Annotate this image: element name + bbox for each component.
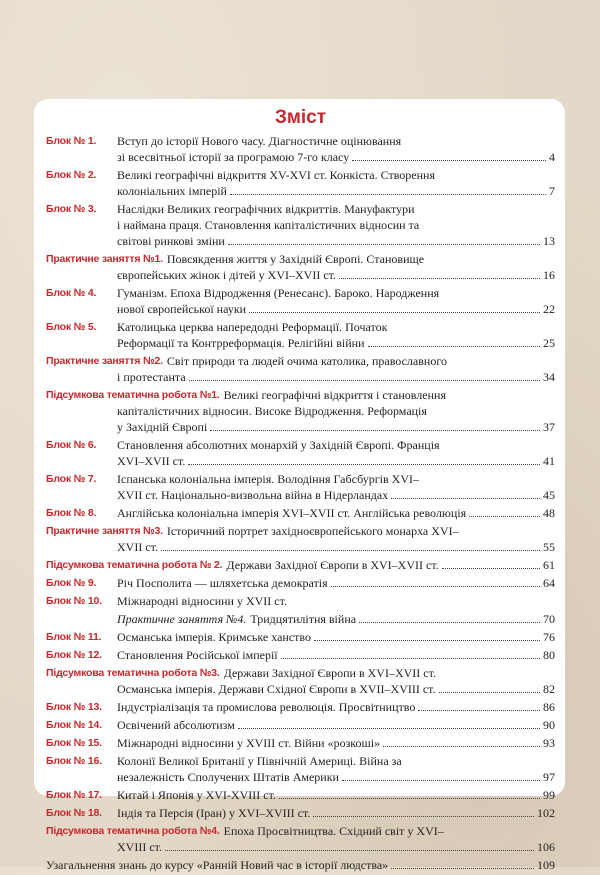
toc-page-number: 48 [543, 506, 555, 520]
toc-entry-title: Держави Західної Європи в XVI–XVII ст. [223, 666, 436, 680]
toc-entry[interactable] [46, 787, 555, 803]
toc-leader-dots [314, 640, 540, 641]
toc-leader-dots [391, 498, 540, 499]
toc-entry-label: Блок № 1. [46, 135, 97, 147]
toc-entry-title: Англійська колоніальна імперія XVI–XVII ст. Англійська революція [117, 506, 467, 520]
toc-entry[interactable] [46, 437, 555, 469]
toc-entry-title: Китай і Японія у XVI-XVIII ст. [117, 788, 276, 802]
toc-leader-dots [230, 194, 546, 195]
toc-entry-title: Османська імперія. Держави Східної Європи в XVII–XVIII ст. [117, 682, 436, 696]
toc-entry-label: Підсумкова тематична робота № 2. [46, 559, 223, 571]
toc-entry-label: Блок № 14. [46, 719, 102, 731]
toc-page-number: 25 [543, 336, 555, 350]
toc-leader-dots [442, 568, 540, 569]
toc-page-number: 86 [543, 700, 555, 714]
toc-entry-label: Блок № 7. [46, 473, 97, 485]
toc-page-number: 90 [543, 718, 555, 732]
toc-entry[interactable] [46, 805, 555, 821]
toc-leader-dots [279, 798, 540, 799]
toc-entry[interactable] [46, 611, 555, 627]
table-of-contents [34, 99, 565, 872]
toc-entry-title: і протестанта [117, 370, 186, 384]
toc-page-number: 82 [543, 682, 555, 696]
toc-entry-title: Іспанська колоніальна імперія. Володіння Габсбургів XVI– [117, 472, 419, 486]
toc-page-number: 7 [549, 184, 555, 198]
toc-entry-title: у Західній Європі [117, 420, 208, 434]
toc-entry-title: Гуманізм. Епоха Відродження (Ренесанс). Бароко. Народження [117, 286, 440, 300]
toc-entry-title: Великі географічні відкриття XV-XVI ст. Конкіста. Створення [117, 168, 435, 182]
toc-leader-dots [165, 850, 534, 851]
toc-entry[interactable] [46, 753, 555, 785]
toc-leader-dots [339, 278, 540, 279]
toc-entry-label: Блок № 16. [46, 755, 102, 767]
toc-leader-dots [352, 160, 546, 161]
toc-entry-label: Практичне заняття №1. [46, 253, 163, 265]
toc-leader-dots [391, 868, 534, 869]
toc-entry-title: Індія та Персія (Іран) у XVI–XVIII ст. [117, 806, 311, 820]
toc-entry-label: Блок № 10. [46, 595, 102, 607]
toc-entry-label: Підсумкова тематична робота №4. [46, 825, 220, 837]
toc-leader-dots [331, 586, 540, 587]
toc-entry-label: Блок № 12. [46, 649, 102, 661]
toc-entry-label: Блок № 18. [46, 807, 102, 819]
toc-entry-title: XVI–XVII ст. [117, 454, 186, 468]
toc-page-number: 55 [543, 540, 555, 554]
toc-entry-title: Річ Посполита — шляхетська демократія [117, 576, 328, 590]
toc-entry-title: Міжнародні відносини у XVIII ст. Війни «розкоші» [117, 736, 381, 750]
toc-entry[interactable] [46, 505, 555, 521]
toc-entry-title: Католицька церква напередодні Реформації. Початок [117, 320, 388, 334]
toc-leader-dots [249, 312, 540, 313]
toc-page-number: 93 [543, 736, 555, 750]
toc-leader-dots [210, 430, 540, 431]
toc-entry-title: капіталістичних відносин. Високе Відродження. Реформація [117, 404, 427, 418]
toc-entry[interactable] [46, 735, 555, 751]
toc-entry-title: Світ природи та людей очима католика, православного [166, 354, 447, 368]
toc-entry[interactable] [46, 285, 555, 317]
toc-entry-title: Повсякдення життя у Західній Європі. Становище [166, 252, 425, 266]
toc-entry[interactable] [46, 823, 555, 855]
toc-entry[interactable] [46, 857, 555, 873]
toc-entry-label: Блок № 11. [46, 631, 102, 643]
toc-entry[interactable] [46, 647, 555, 663]
toc-entry-label: Блок № 17. [46, 789, 102, 801]
toc-entry-title: зі всесвітньої історії за програмою 7-го класу [117, 150, 350, 164]
toc-entry-label: Блок № 13. [46, 701, 102, 713]
toc-entry[interactable] [46, 629, 555, 645]
toc-entry-label: Практичне заняття №2. [46, 355, 163, 367]
toc-leader-dots [439, 692, 540, 693]
toc-leader-dots [469, 516, 540, 517]
toc-entry-title: Османська імперія. Кримське ханство [117, 630, 311, 644]
toc-entry-title: Епоха Просвітництва. Східний світ у XVI– [223, 824, 444, 838]
toc-page-number: 97 [543, 770, 555, 784]
toc-entry-label: Блок № 3. [46, 203, 97, 215]
toc-entry-title: колоніальних імперій [117, 184, 227, 198]
toc-page-number: 70 [543, 612, 555, 626]
toc-entry-title: Становлення абсолютних монархій у Західній Європі. Франція [117, 438, 440, 452]
toc-entry-title: Реформації та Контрреформація. Релігійні війни [117, 336, 365, 350]
toc-page-number: 41 [543, 454, 555, 468]
toc-entry[interactable] [46, 575, 555, 591]
toc-entry-title: Індустріалізація та промислова революція. Просвітництво [117, 700, 416, 714]
toc-page-number: 16 [543, 268, 555, 282]
toc-entry[interactable] [46, 201, 555, 249]
toc-entry[interactable] [46, 319, 555, 351]
toc-page-number: 13 [543, 234, 555, 248]
toc-leader-dots [418, 710, 540, 711]
toc-page-number: 109 [537, 858, 555, 872]
toc-entry-title: Наслідки Великих географічних відкриттів. Мануфактури [117, 202, 415, 216]
toc-entry-title: XVII ст. [117, 540, 158, 554]
toc-entry[interactable] [46, 471, 555, 503]
toc-entry-label: Практичне заняття №3. [46, 525, 163, 537]
toc-entry[interactable] [46, 717, 555, 733]
toc-leader-dots [228, 244, 540, 245]
toc-entry-label: Блок № 9. [46, 577, 97, 589]
toc-leader-dots [188, 464, 540, 465]
toc-page-number: 61 [543, 558, 555, 572]
toc-page-number: 80 [543, 648, 555, 662]
toc-entry-label: Підсумкова тематична робота №3. [46, 667, 220, 679]
toc-entry-title: Становлення Російської імперії [117, 648, 278, 662]
toc-entry-title: Держави Західної Європи в XVI–XVII ст. [226, 558, 439, 572]
toc-entry-title: нової європейської науки [117, 302, 247, 316]
toc-entry-title: XVII ст. Національно-визвольна війна в Нідерландах [117, 488, 389, 502]
toc-entry-title: Міжнародні відносини у XVII ст. [117, 594, 287, 608]
toc-page-number: 64 [543, 576, 555, 590]
toc-entry[interactable] [46, 593, 555, 609]
toc-entry[interactable] [46, 557, 555, 573]
toc-page-number: 76 [543, 630, 555, 644]
toc-entry-title: Великі географічні відкриття і становлення [223, 388, 446, 402]
toc-entry-title: Вступ до історії Нового часу. Діагностичне оцінювання [117, 134, 402, 148]
toc-entry[interactable] [46, 523, 555, 555]
toc-leader-dots [383, 746, 540, 747]
toc-entry[interactable] [46, 665, 555, 697]
toc-entry-title: Колонії Великої Британії у Північній Америці. Війна за [117, 754, 402, 768]
toc-entry-label: Блок № 15. [46, 737, 102, 749]
toc-page-number: 102 [537, 806, 555, 820]
toc-page-number: 4 [549, 150, 555, 164]
toc-leader-dots [313, 816, 534, 817]
toc-entry-title: Історичний портрет західноєвропейського монарха XVI– [166, 524, 459, 538]
toc-entry[interactable] [46, 251, 555, 283]
toc-leader-dots [342, 780, 540, 781]
toc-entry[interactable] [46, 387, 555, 435]
toc-entry-title: Тридцятилітня війна [250, 612, 357, 626]
toc-leader-dots [238, 728, 540, 729]
toc-entry-label: Блок № 8. [46, 507, 97, 519]
toc-page-number: 99 [543, 788, 555, 802]
toc-entry[interactable] [46, 699, 555, 715]
toc-entry[interactable] [46, 353, 555, 385]
toc-entry-title: світові ринкові зміни [117, 234, 225, 248]
toc-entry-label: Підсумкова тематична робота №1. [46, 389, 220, 401]
toc-leader-dots [189, 380, 540, 381]
toc-entry-title: Узагальнення знань до курсу «Ранній Новий час в історії людства» [46, 858, 389, 872]
toc-entry[interactable] [46, 133, 555, 165]
toc-entry-title: незалежність Сполучених Штатів Америки [117, 770, 339, 784]
toc-entry[interactable] [46, 167, 555, 199]
toc-entry-title: Освічений абсолютизм [117, 718, 235, 732]
toc-entry-label: Блок № 6. [46, 439, 97, 451]
toc-entry-title: і наймана праця. Становлення капіталістичних відносин та [117, 218, 420, 232]
toc-leader-dots [368, 346, 541, 347]
toc-entry-title: європейських жінок і дітей у XVI–XVII ст. [117, 268, 336, 282]
toc-page-number: 37 [543, 420, 555, 434]
toc-leader-dots [359, 622, 540, 623]
toc-page-number: 106 [537, 840, 555, 854]
toc-page-number: 45 [543, 488, 555, 502]
toc-entry-label: Блок № 5. [46, 321, 97, 333]
toc-page-number: 34 [543, 370, 555, 384]
toc-entry-label: Блок № 4. [46, 287, 97, 299]
toc-page-number: 22 [543, 302, 555, 316]
toc-leader-dots [161, 550, 540, 551]
page-title: Зміст [274, 107, 327, 128]
toc-leader-dots [281, 658, 540, 659]
toc-list [46, 133, 555, 875]
toc-entry-label: Блок № 2. [46, 169, 97, 181]
toc-entry-practical-label: Практичне заняття №4. [117, 612, 247, 626]
toc-entry-title: XVIII ст. [117, 840, 162, 854]
